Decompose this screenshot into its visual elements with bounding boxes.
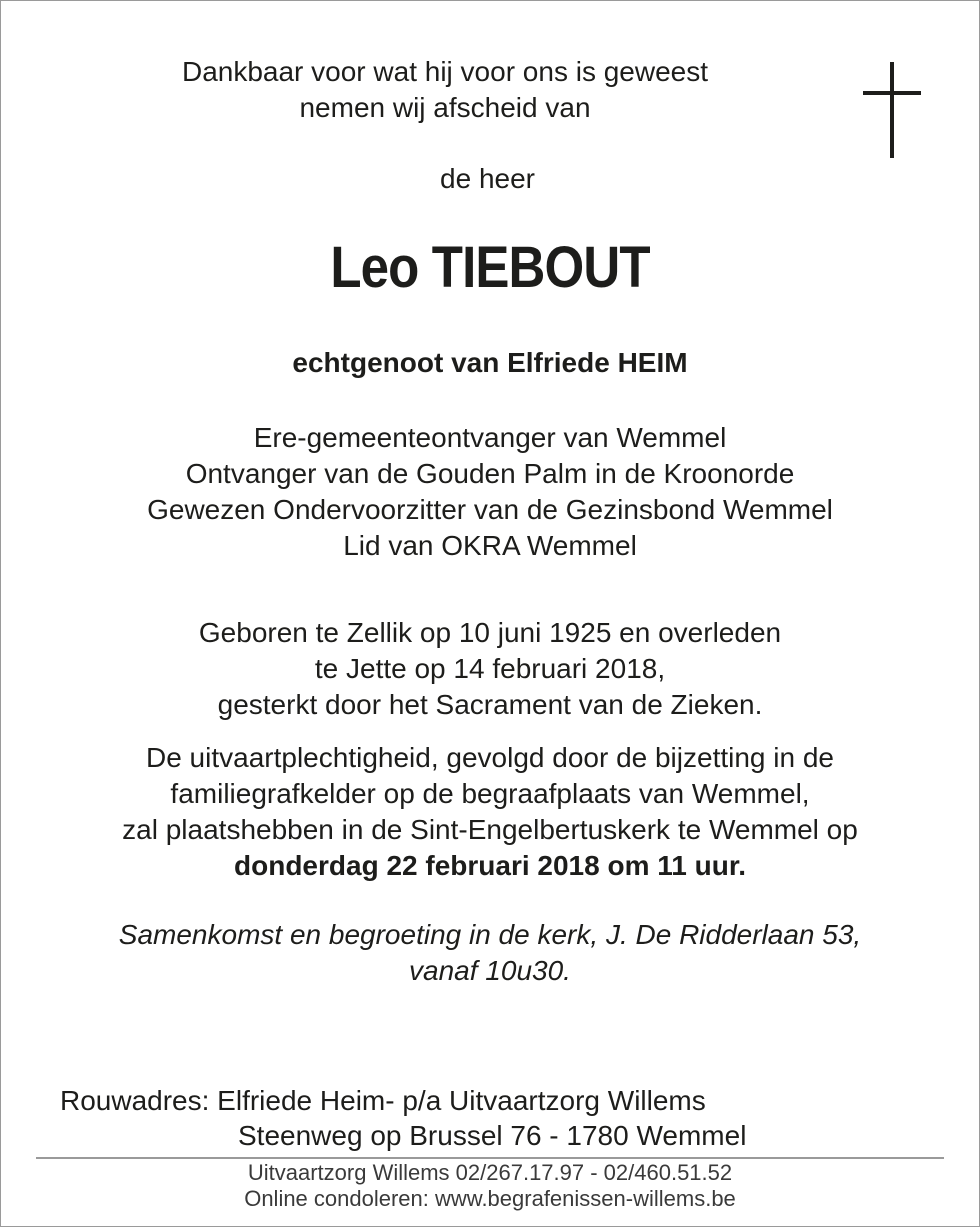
title-line: Ontvanger van de Gouden Palm in de Kroonorde: [185, 458, 795, 489]
intro-line: nemen wij afscheid van: [299, 92, 591, 123]
deceased-name: Leo TIEBOUT: [330, 235, 650, 300]
title-line: Ere-gemeenteontvanger van Wemmel: [253, 422, 727, 453]
birth-death-line: te Jette op 14 februari 2018,: [314, 653, 666, 684]
birth-death-line: gesterkt door het Sacrament van de Zieken.: [217, 689, 763, 720]
funeral-date: donderdag 22 februari 2018 om 11 uur.: [234, 850, 746, 881]
funeral-line: familiegrafkelder op de begraafplaats van Wemmel,: [170, 778, 810, 809]
funeral-line: zal plaatshebben in de Sint-Engelbertuskerk te Wemmel op: [122, 814, 858, 845]
gathering-line: Samenkomst en begroeting in de kerk, J. De Ridderlaan 53,: [118, 919, 862, 950]
cross-icon: [863, 62, 921, 158]
funeral-block: [0, 740, 980, 884]
birth-death-line: Geboren te Zellik op 10 juni 1925 en overleden: [198, 617, 782, 648]
footer-divider: [36, 1157, 944, 1159]
birth-death-block: [0, 615, 980, 723]
mourning-address-line: Rouwadres: Elfriede Heim- p/a Uitvaartzorg Willems: [60, 1085, 706, 1116]
footer-contact: Uitvaartzorg Willems 02/267.17.97 - 02/460.51.52: [247, 1160, 733, 1185]
honorific: de heer: [440, 163, 535, 194]
title-line: Gewezen Ondervoorzitter van de Gezinsbond Wemmel: [147, 494, 833, 525]
intro-line: Dankbaar voor wat hij voor ons is geweest: [181, 56, 709, 87]
footer: [0, 1160, 980, 1212]
titles-block: [0, 420, 980, 564]
mourning-address-line: Steenweg op Brussel 76 - 1780 Wemmel: [238, 1120, 747, 1151]
spouse-line: echtgenoot van Elfriede HEIM: [292, 347, 688, 378]
gathering-line: vanaf 10u30.: [409, 955, 571, 986]
title-line: Lid van OKRA Wemmel: [343, 530, 637, 561]
gathering-block: [0, 917, 980, 989]
funeral-line: De uitvaartplechtigheid, gevolgd door de bijzetting in de: [145, 742, 834, 773]
footer-website: Online condoleren: www.begrafenissen-willems.be: [244, 1186, 736, 1211]
intro-text: [0, 54, 890, 126]
